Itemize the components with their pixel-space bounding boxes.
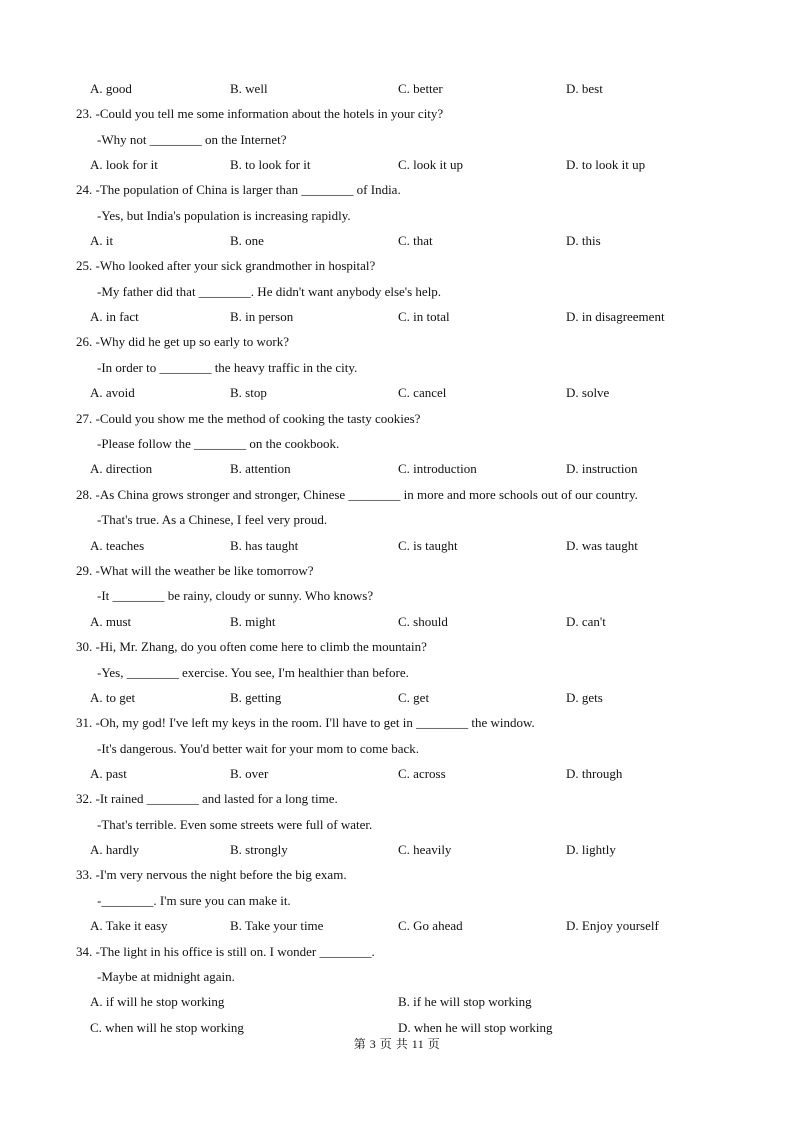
q23-question: 23. -Could you tell me some information about the hotels in your city? — [76, 106, 444, 121]
q32-option-a: A. hardly — [90, 842, 140, 857]
q31-option-c: C. across — [398, 766, 446, 781]
q27-option-d: D. instruction — [566, 461, 638, 476]
q26-question: 26. -Why did he get up so early to work? — [76, 334, 290, 349]
q27-option-a: A. direction — [90, 461, 153, 476]
q25-response: -My father did that ________. He didn't want anybody else's help. — [97, 284, 442, 299]
q24-response: -Yes, but India's population is increasing rapidly. — [97, 208, 351, 223]
q28-option-d: D. was taught — [566, 538, 638, 553]
q23-option-b: B. to look for it — [230, 157, 311, 172]
q23-response: -Why not ________ on the Internet? — [97, 132, 287, 147]
q22-option-d: D. best — [566, 81, 603, 96]
q29-options-row — [0, 613, 794, 631]
q28-options-row — [0, 537, 794, 555]
q34-option-c: C. when will he stop working — [90, 1020, 244, 1035]
q34-option-d: D. when he will stop working — [398, 1020, 553, 1035]
q23-option-c: C. look it up — [398, 157, 464, 172]
page-number-footer: 第 3 页 共 11 页 — [353, 1037, 441, 1051]
q27-question: 27. -Could you show me the method of cooking the tasty cookies? — [76, 411, 421, 426]
q22-option-b: B. well — [230, 81, 268, 96]
q33-option-c: C. Go ahead — [398, 918, 463, 933]
q31-option-b: B. over — [230, 766, 269, 781]
q29-question: 29. -What will the weather be like tomorrow? — [76, 563, 314, 578]
q26-option-c: C. cancel — [398, 385, 447, 400]
q25-option-c: C. in total — [398, 309, 450, 324]
q31-question: 31. -Oh, my god! I've left my keys in the room. I'll have to get in ________ the window. — [76, 715, 535, 730]
q25-question: 25. -Who looked after your sick grandmother in hospital? — [76, 258, 376, 273]
q32-options-row — [0, 841, 794, 859]
q33-question: 33. -I'm very nervous the night before the big exam. — [76, 867, 347, 882]
q34-question: 34. -The light in his office is still on. I wonder ________. — [76, 944, 375, 959]
q29-option-c: C. should — [398, 614, 448, 629]
q24-option-d: D. this — [566, 233, 601, 248]
q31-option-d: D. through — [566, 766, 623, 781]
q30-options-row — [0, 689, 794, 707]
q23-option-a: A. look for it — [90, 157, 158, 172]
q34-options-row-2 — [0, 1019, 794, 1037]
q32-option-b: B. strongly — [230, 842, 288, 857]
q26-option-d: D. solve — [566, 385, 610, 400]
q32-question: 32. -It rained ________ and lasted for a long time. — [76, 791, 338, 806]
q27-response: -Please follow the ________ on the cookbook. — [97, 436, 340, 451]
q28-response: -That's true. As a Chinese, I feel very proud. — [97, 512, 328, 527]
q29-option-d: D. can't — [566, 614, 606, 629]
q30-question: 30. -Hi, Mr. Zhang, do you often come here to climb the mountain? — [76, 639, 427, 654]
q28-option-b: B. has taught — [230, 538, 299, 553]
q33-options-row — [0, 917, 794, 935]
q22-option-c: C. better — [398, 81, 443, 96]
q31-option-a: A. past — [90, 766, 127, 781]
q33-option-a: A. Take it easy — [90, 918, 168, 933]
q26-option-b: B. stop — [230, 385, 267, 400]
q30-option-a: A. to get — [90, 690, 136, 705]
q28-question: 28. -As China grows stronger and stronger, Chinese ________ in more and more schools out of our country. — [76, 487, 638, 502]
q28-option-a: A. teaches — [90, 538, 145, 553]
q34-option-b: B. if he will stop working — [398, 994, 532, 1009]
q26-response: -In order to ________ the heavy traffic in the city. — [97, 360, 358, 375]
q28-option-c: C. is taught — [398, 538, 458, 553]
q29-option-b: B. might — [230, 614, 276, 629]
q33-option-b: B. Take your time — [230, 918, 324, 933]
q24-option-b: B. one — [230, 233, 264, 248]
q25-option-d: D. in disagreement — [566, 309, 665, 324]
q34-option-a: A. if will he stop working — [90, 994, 225, 1009]
q25-option-b: B. in person — [230, 309, 294, 324]
q30-response: -Yes, ________ exercise. You see, I'm healthier than before. — [97, 665, 409, 680]
q32-response: -That's terrible. Even some streets were full of water. — [97, 817, 373, 832]
q29-response: -It ________ be rainy, cloudy or sunny. Who knows? — [97, 588, 374, 603]
q27-option-b: B. attention — [230, 461, 291, 476]
q24-options-row — [0, 232, 794, 250]
q29-option-a: A. must — [90, 614, 132, 629]
q23-options-row — [0, 156, 794, 174]
q34-response: -Maybe at midnight again. — [97, 969, 235, 984]
q27-option-c: C. introduction — [398, 461, 477, 476]
q33-option-d: D. Enjoy yourself — [566, 918, 659, 933]
q32-option-c: C. heavily — [398, 842, 452, 857]
q30-option-d: D. gets — [566, 690, 603, 705]
q25-options-row — [0, 308, 794, 326]
q30-option-c: C. get — [398, 690, 430, 705]
q22-option-a: A. good — [90, 81, 132, 96]
q31-options-row — [0, 765, 794, 783]
q24-option-a: A. it — [90, 233, 114, 248]
q27-options-row — [0, 460, 794, 478]
q22-options-row — [0, 80, 794, 98]
q30-option-b: B. getting — [230, 690, 282, 705]
q25-option-a: A. in fact — [90, 309, 139, 324]
q33-response: -________. I'm sure you can make it. — [97, 893, 291, 908]
q32-option-d: D. lightly — [566, 842, 616, 857]
q24-option-c: C. that — [398, 233, 433, 248]
q23-option-d: D. to look it up — [566, 157, 646, 172]
q31-response: -It's dangerous. You'd better wait for your mom to come back. — [97, 741, 420, 756]
q26-option-a: A. avoid — [90, 385, 135, 400]
q26-options-row — [0, 384, 794, 402]
q34-options-row-1 — [0, 993, 794, 1011]
q24-question: 24. -The population of China is larger than ________ of India. — [76, 182, 401, 197]
